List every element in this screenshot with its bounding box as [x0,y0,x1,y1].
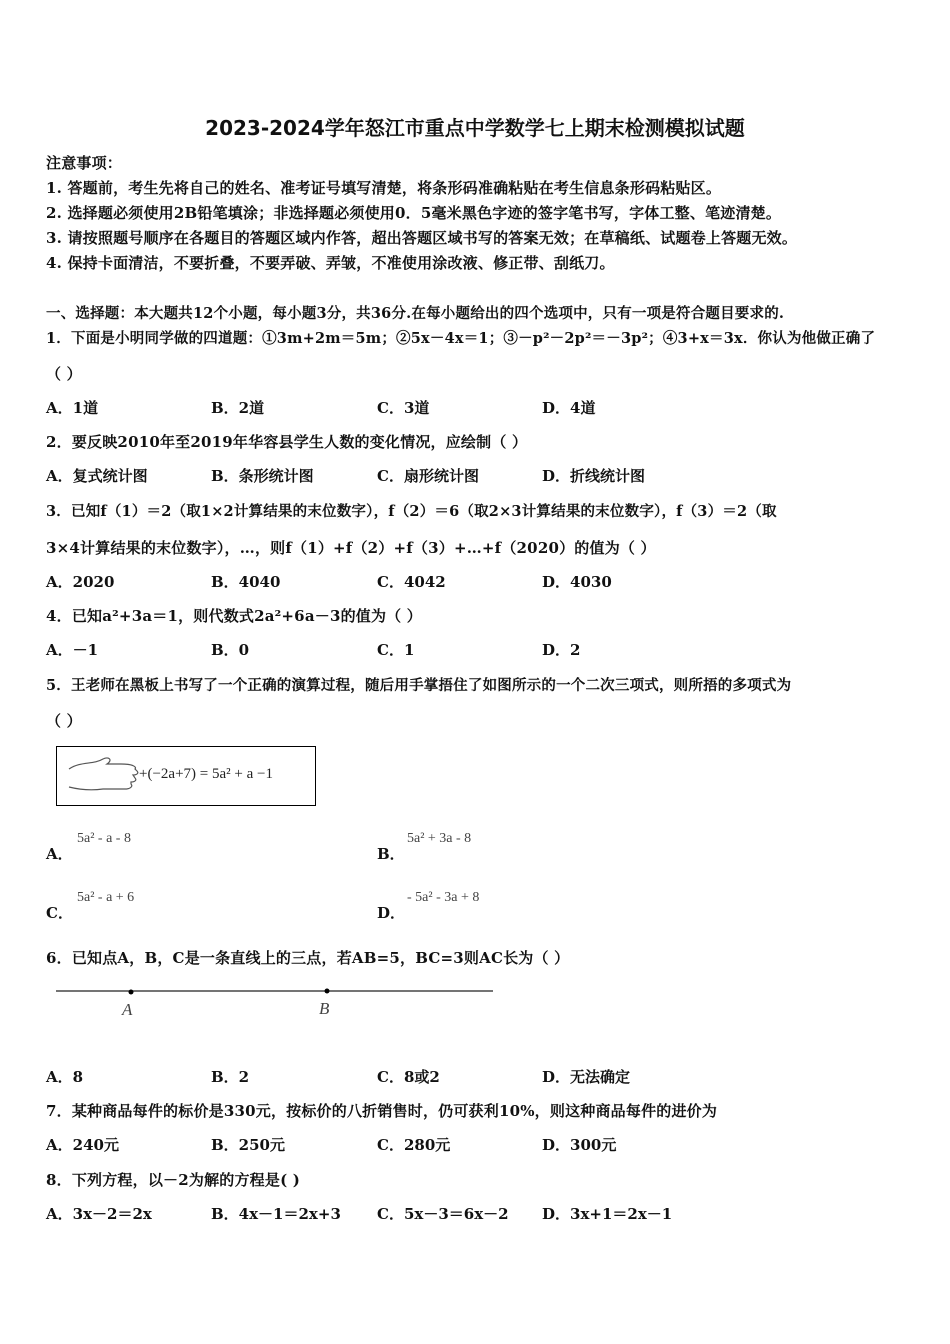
option-d: D．4道 [542,399,596,417]
option-c: C．5x－3＝6x－2 [377,1205,509,1223]
option-d: D．3x+1＝2x－1 [542,1205,673,1223]
option-b: B．250元 [211,1136,285,1154]
blackboard-figure [56,746,316,806]
point-b-label: B [319,999,330,1018]
notice-heading: 注意事项： [46,154,123,172]
option-c: C．4042 [377,573,446,591]
option-b: B．2道 [211,399,265,417]
option-c: C．扇形统计图 [377,467,479,485]
option-d: D．4030 [542,573,612,591]
question-8-stem: 8．下列方程，以－2为解的方程是( ) [46,1171,301,1189]
notice-item: 3. 请按照题号顺序在各题目的答题区域内作答，超出答题区域书写的答案无效；在草稿纸、试题卷上答题无效。 [46,229,798,247]
option-a: A．复式统计图 [46,467,148,485]
option-d: D．2 [542,641,581,659]
option-a: A．240元 [46,1136,119,1154]
option-b: B．4x－1＝2x+3 [211,1205,341,1223]
option-d: D．300元 [542,1136,617,1154]
hand-icon [63,747,143,805]
point-a-dot [129,990,134,995]
option-b: B．2 [211,1068,250,1086]
option-c: C． [46,904,73,922]
option-c: C．1 [377,641,415,659]
option-c: C．8或2 [377,1068,440,1086]
blackboard-equation: +(−2a+7) = 5a² + a −1 [139,766,273,782]
option-c: C．280元 [377,1136,451,1154]
notice-item: 2. 选择题必须使用2B铅笔填涂；非选择题必须使用0．5毫米黑色字迹的签字笔书写，字体工整、笔迹清楚。 [46,204,782,222]
option-a: A．3x－2＝2x [46,1205,152,1223]
question-1-stem: 1．下面是小明同学做的四道题：①3m+2m＝5m；②5x－4x＝1；③－p²－2p²＝－3p²；④3+x＝3x．你认为他做正确了 [46,330,876,347]
section-heading: 一、选择题：本大题共12个小题，每小题3分，共36分.在每小题给出的四个选项中，只有一项是符合题目要求的. [46,305,785,322]
notice-item: 4. 保持卡面清洁，不要折叠，不要弄破、弄皱，不准使用涂改液、修正带、刮纸刀。 [46,254,615,272]
point-a-label: A [122,1000,133,1019]
question-3-stem: 3．已知f（1）＝2（取1×2计算结果的末位数字），f（2）＝6（取2×3计算结果的末位数字），f（3）＝2（取 [46,503,777,520]
option-b: B．条形统计图 [211,467,314,485]
option-d: D．无法确定 [542,1068,631,1086]
option-b-expr: 5a² + 3a - 8 [407,831,472,846]
option-a: A．8 [46,1068,84,1086]
option-c-expr: 5a² - a + 6 [77,890,135,905]
option-a: A． [46,845,73,863]
point-b-dot [325,989,330,994]
option-d-expr: - 5a² - 3a + 8 [407,890,480,905]
question-4-stem: 4．已知a²+3a＝1，则代数式2a²+6a－3的值为（ ） [46,607,422,625]
question-3-stem-cont: 3×4计算结果的末位数字），…，则f（1）+f（2）+f（3）+…+f（2020）的值为（ ） [46,539,656,557]
question-6-stem: 6．已知点A，B，C是一条直线上的三点，若AB=5，BC=3则AC长为（ ） [46,949,570,967]
question-2-stem: 2．要反映2010年至2019年华容县学生人数的变化情况，应绘制（ ） [46,433,528,451]
option-b: B．4040 [211,573,281,591]
option-d: D． [377,904,406,922]
question-5-stem: 5．王老师在黑板上书写了一个正确的演算过程，随后用手掌捂住了如图所示的一个二次三项式，则所捂的多项式为 [46,677,792,694]
question-1-paren: （ ） [46,365,82,383]
question-7-stem: 7．某种商品每件的标价是330元，按标价的八折销售时，仍可获利10%，则这种商品每件的进价为 [46,1102,718,1120]
option-b: B．0 [211,641,250,659]
option-b: B． [377,845,405,863]
notice-item: 1. 答题前，考生先将自己的姓名、准考证号填写清楚，将条形码准确粘贴在考生信息条形码粘贴区。 [46,179,722,197]
page-title: 2023-2024学年怒江市重点中学数学七上期末检测模拟试题 [205,116,745,140]
question-5-paren: （ ） [46,712,82,730]
option-a: A．－1 [46,641,99,659]
option-a: A．1道 [46,399,99,417]
option-a-expr: 5a² - a - 8 [77,831,131,846]
option-c: C．3道 [377,399,430,417]
option-a: A．2020 [46,573,115,591]
option-d: D．折线统计图 [542,467,646,485]
